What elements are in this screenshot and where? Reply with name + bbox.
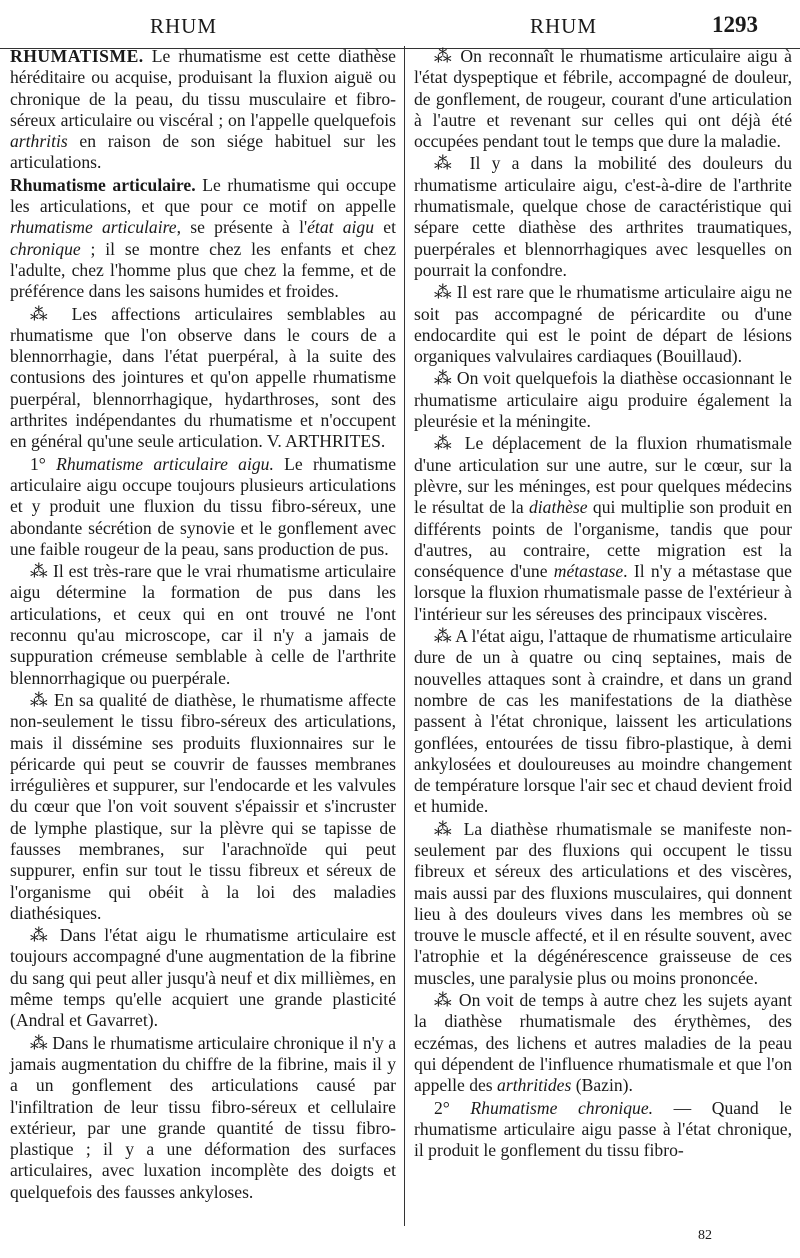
italic-term: métastase — [553, 561, 624, 582]
paragraph-chronique — [414, 1098, 792, 1162]
left-column — [10, 46, 396, 1204]
entry-term: RHUMATISME. — [10, 46, 144, 66]
paragraph: ⁂ Il y a dans la mobilité des douleurs du rhumatisme articulaire aigu, c'est-à-dire de l'arthrite rhumatismale, quelque chose de caractéristique qui sépare cette diathèse des arthrites traumatiques, puerpérales et blennorrhagiques avec lesquelles on pourrait la confondre. — [414, 153, 792, 280]
signature-mark: 82 — [698, 1228, 712, 1243]
paragraph-text: et — [374, 217, 396, 238]
running-header — [0, 4, 800, 49]
italic-term: chronique — [10, 238, 81, 259]
italic-term: arthritis — [10, 131, 68, 152]
paragraph-rhumatisme — [10, 46, 396, 174]
subentry-term: Rhumatisme articulaire. — [10, 174, 196, 195]
paragraph: ⁂ La diathèse rhumatismale se manifeste non-seulement par des fluxions qui occupent le tissu fibreux et séreux des articulations et des viscères, mais aussi par des fluxions musculaires, qui donnent lieu à des douleurs vives dans les membres où se trouve le muscle affecté, et il en résulte souvent, avec l'atrophie et la dégénérescence graisseuse de ces muscles, une paralysie plus ou moins prononcée. — [414, 818, 792, 988]
paragraph-arthritides — [414, 990, 792, 1096]
page-number: 1293 — [712, 12, 758, 37]
paragraph: ⁂ On reconnaît le rhumatisme articulaire aigu à l'état dyspeptique et fébrile, accompagné de douleur, de gonflement, de rougeur, courant d'une articulation à l'autre et revenant sur celles qui ont déjà été occupées pendant tout le temps que dure la maladie. — [414, 46, 792, 152]
paragraph-text: , se présente à l' — [176, 217, 308, 238]
paragraph-text: Le rhumatisme articulaire aigu occupe toujours plusieurs articulations et y produit une fluxion du tissu fibro-séreux, une abondante sécrétion de synovie et le gonflement avec une faible rougeur de la peau, sans production de pus. — [10, 453, 397, 559]
paragraph-text: (Bazin). — [571, 1075, 633, 1096]
running-head-right: RHUM — [530, 14, 598, 38]
paragraph: ⁂ Les affections articulaires semblables au rhumatisme que l'on observe dans le cours de a blennorrhagie, dans l'état puerpéral, à la suite des contusions des jointures et qu'on appelle rhumatisme puerpéral, blennorrhagique, hydarthroses, sont des arthrites indépendantes du rhumatisme et n'occupent en général qu'une seule articulation. V. ARTHRITES. — [10, 303, 396, 452]
paragraph: ⁂ Il est rare que le rhumatisme articulaire aigu ne soit pas accompagné de péricardite ou d'une endocardite qui est le point de départ de lésions organiques valvulaires cardiaques (Bouillaud). — [414, 282, 792, 367]
paragraph: ⁂ En sa qualité de diathèse, le rhumatisme affecte non-seulement le tissu fibro-séreux des articulations, mais il dissémine ses produits fluxionnaires sur le péricarde qui peut se couvrir de fausses membranes irrégulières et suppurer, sur l'endocarde et les valvules du cœur que l'on voit souvent s'épaissir et s'incruster de lymphe plastique, sur la plèvre qui se tapisse de fausses membranes, sur l'arachnoïde qui peut suppurer, enfin sur tout le tissu fibreux et séreux de l'organisme qui obéit à la loi des maladies diathésiques. — [10, 689, 396, 923]
paragraph: ⁂ Dans le rhumatisme articulaire chronique il n'y a jamais augmentation du chiffre de la fibrine, mais il y a un gonflement des articulations causé par l'infiltration de leur tissu fibro-séreux et cellulaire extérieur, par une grande quantité de tissu fibro-plastique ; il y a une déformation des surfaces articulaires, avec luxation incomplète des doigts et quelquefois des fausses ankyloses. — [10, 1032, 396, 1202]
italic-term: état aigu — [307, 217, 375, 238]
paragraph: ⁂ A l'état aigu, l'attaque de rhumatisme articulaire dure de un à quatre ou cinq septaines, mais de nouvelles attaques sont à craindre, et dans un grand nombre de cas les manifestations de la diathèse passent à l'état chronique, laissent les articulations gonflées, entourées de tissu fibro-plastique, à demi ankylosées et douloureuses au moindre changement de température lorsque l'air sec et chaud devient froid et humide. — [414, 626, 792, 817]
paragraph-text: . Il n'y a métastase que lorsque la fluxion rhumatismale passe de l'extérieur à l'intérieur sur les séreuses des principaux viscères. — [414, 561, 792, 624]
paragraph-text: ; il se montre chez les enfants et chez l'adulte, chez l'homme plus que chez la femme, et de préférence dans les saisons humides et froides. — [10, 238, 396, 302]
italic-heading: Rhumatisme chronique. — [470, 1097, 654, 1118]
paragraph-text: Le rhumatisme est cette diathèse héréditaire ou acquise, produisant la fluxion aiguë ou chronique de la peau, du tissu musculaire et fibro-séreux articulaire ou viscéral ; on l'appelle quelquefois — [10, 46, 396, 130]
right-column — [414, 46, 792, 1162]
paragraph: ⁂ Dans l'état aigu le rhumatisme articulaire est toujours accompagné d'une augmentation de la fibrine du sang qui peut aller jusqu'à neuf et dix millièmes, en même temps qu'elle acquiert une grande plasticité (Andral et Gavarret). — [10, 925, 396, 1031]
section-number: 2° — [434, 1097, 471, 1118]
paragraph-text: ⁂ On voit de temps à autre chez les sujets ayant la diathèse rhumatismale des érythèmes, des eczémas, des lichens et autres maladies de la peau qui dépendent de l'influence rhumatismale et que l'on appelle des — [414, 990, 792, 1096]
italic-term: diathèse — [528, 497, 588, 518]
paragraph-text: — Quand le rhumatisme articulaire aigu passe à l'état chronique, il produit le gonflement du tissu fibro- — [414, 1097, 792, 1161]
paragraph-text: Le rhumatisme qui occupe les articulations, et que pour ce motif on appelle — [10, 174, 396, 217]
italic-heading: Rhumatisme articulaire aigu. — [56, 453, 274, 474]
paragraph-articulaire — [10, 175, 396, 303]
paragraph-text: qui multiplie son produit en différents points de l'organisme, tandis que pour d'autres, au contraire, cette migration est la conséquence d'une — [414, 497, 792, 582]
italic-term: rhumatisme articulaire — [10, 217, 177, 238]
paragraph-text: en raison de son siége habituel sur les articulations. — [10, 131, 396, 173]
column-divider — [404, 46, 405, 1226]
paragraph-aigu — [10, 454, 396, 560]
paragraph: ⁂ On voit quelquefois la diathèse occasionnant le rhumatisme articulaire aigu produire également la pleurésie et la méningite. — [414, 368, 792, 432]
paragraph-metastase — [414, 433, 792, 625]
paragraph: ⁂ Il est très-rare que le vrai rhumatisme articulaire aigu détermine la formation de pus dans les articulations, et ceux qui en ont trouvé ne l'ont reconnu qu'au microscope, car il n'y a jamais de suppuration crémeuse semblable à celle de l'arthrite blennorrhagique ou puerpérale. — [10, 561, 396, 688]
paragraph-text: ⁂ Le déplacement de la fluxion rhumatismale d'une articulation sur une autre, sur le cœur, sur la plèvre, sur les méninges, est pour quelques médecins le résultat de la — [414, 433, 792, 518]
running-head-left: RHUM — [150, 14, 218, 38]
italic-term: arthritides — [497, 1075, 572, 1096]
section-number: 1° — [30, 453, 57, 474]
